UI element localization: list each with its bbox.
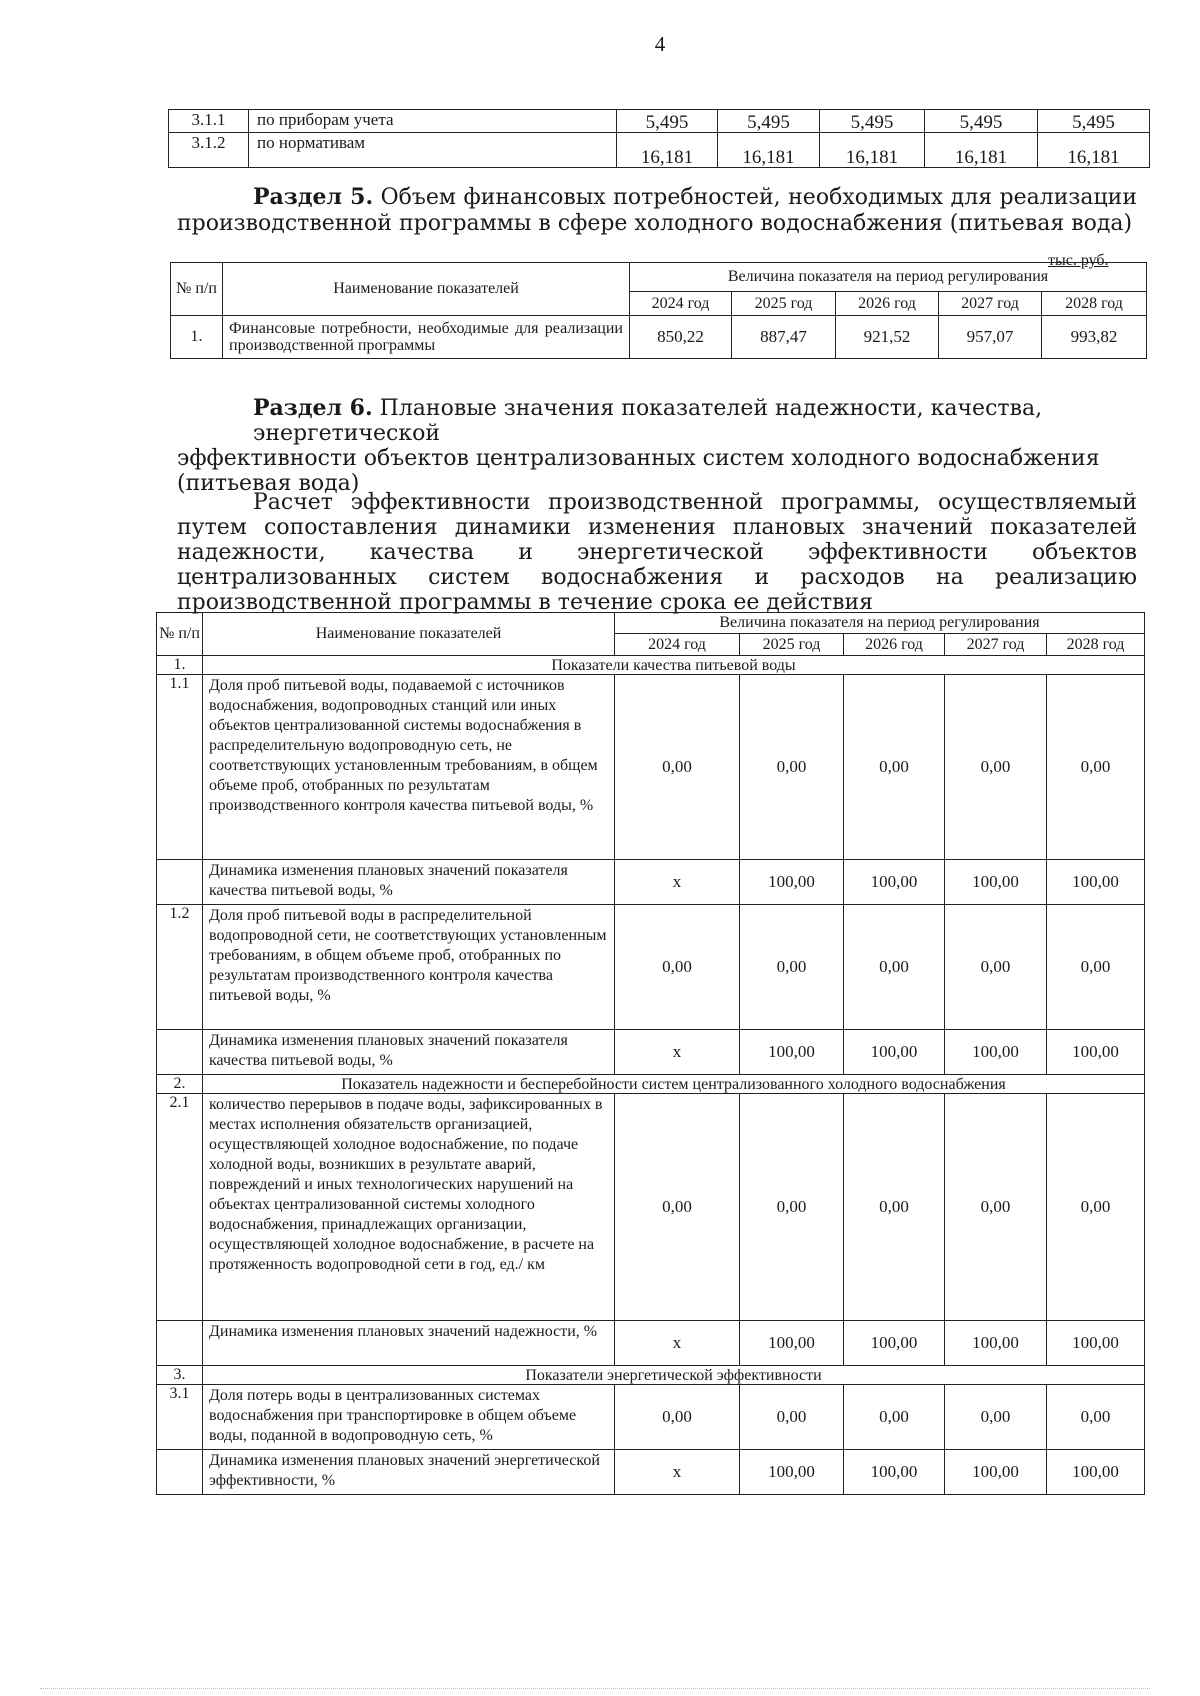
row-index: 1.1 [157, 675, 203, 860]
year-header: 2027 год [945, 634, 1047, 656]
row-label: Динамика изменения плановых значений показателя качества питьевой воды, % [203, 860, 615, 905]
col-no-header: № п/п [157, 613, 203, 656]
value-cell: 0,00 [740, 1094, 844, 1321]
table-row [157, 1321, 1145, 1366]
value-cell: 100,00 [1047, 1450, 1145, 1495]
table-row [157, 860, 1145, 905]
section5-title-line2: производственной программы в сфере холодного водоснабжения (питьевая вода) [177, 211, 1133, 236]
section6-prefix: Раздел 6. [253, 395, 373, 421]
section6-title-rest: эффективности объектов централизованных систем холодного водоснабжения (питьевая вода) [177, 446, 1100, 496]
row-label: Динамика изменения плановых значений показателя качества питьевой воды, % [203, 1030, 615, 1075]
group-index: 2. [157, 1075, 203, 1094]
value-cell: х [615, 1450, 740, 1495]
value-cell: 16,181 [1038, 133, 1150, 168]
year-header: 2028 год [1042, 292, 1147, 316]
value-cell: 921,52 [836, 316, 939, 359]
row-label: количество перерывов в подаче воды, зафиксированных в местах исполнения обязательств организацией, осуществляющей холодное водоснабжение, по подаче холодной воды, возникших в результате аварий, повреждений и иных технологических нарушений на объектах централизованной системы холодного водоснабжения, принадлежащих организации, осуществляющей холодное водоснабжение, в расчете на протяженность водопроводной сети в год, ед./ км [203, 1094, 615, 1321]
table-row [169, 133, 1150, 168]
value-cell: 100,00 [740, 1030, 844, 1075]
row-label: Динамика изменения плановых значений надежности, % [203, 1321, 615, 1366]
year-header: 2025 год [740, 634, 844, 656]
year-header: 2026 год [836, 292, 939, 316]
value-cell: 100,00 [844, 1321, 945, 1366]
year-header: 2024 год [630, 292, 732, 316]
value-cell: 16,181 [718, 133, 820, 168]
section5-prefix: Раздел 5. [253, 184, 374, 210]
value-cell: 0,00 [615, 905, 740, 1030]
value-cell: 0,00 [945, 905, 1047, 1030]
value-cell: 0,00 [615, 1094, 740, 1321]
col-no-header: № п/п [171, 263, 223, 316]
value-cell: 0,00 [844, 905, 945, 1030]
year-header: 2026 год [844, 634, 945, 656]
value-cell: 0,00 [945, 1385, 1047, 1450]
row-index [157, 1030, 203, 1075]
table-row [157, 1030, 1145, 1075]
value-cell: х [615, 1030, 740, 1075]
row-label: Финансовые потребности, необходимые для реализации производственной программы [223, 316, 630, 359]
value-cell: 100,00 [1047, 1321, 1145, 1366]
unit-label: тыс. руб. [1048, 252, 1109, 269]
value-cell: 0,00 [844, 675, 945, 860]
paragraph-text: Расчет эффективности производственной программы, осуществляемый путем сопоставления динамики изменения плановых значений показателей надежности, качества и энергетической эффективности объектов централизованных систем водоснабжения и расходов на реализацию производственной программы в течение срока ее действия [177, 490, 1137, 615]
value-cell: 100,00 [945, 860, 1047, 905]
row-index [157, 1450, 203, 1495]
col-name-header: Наименование показателей [223, 263, 630, 316]
value-cell: 16,181 [820, 133, 925, 168]
table-row [169, 110, 1150, 133]
page-number: 4 [654, 32, 666, 56]
value-cell: 100,00 [844, 1450, 945, 1495]
table-row [157, 1094, 1145, 1321]
value-cell: 100,00 [1047, 1030, 1145, 1075]
value-cell: 16,181 [617, 133, 718, 168]
row-index: 1. [171, 316, 223, 359]
value-cell: 5,495 [820, 110, 925, 133]
value-cell: 0,00 [740, 905, 844, 1030]
value-cell: 100,00 [1047, 860, 1145, 905]
group-row [157, 1075, 1145, 1094]
value-cell: 0,00 [1047, 905, 1145, 1030]
year-header: 2024 год [615, 634, 740, 656]
value-cell: 0,00 [740, 675, 844, 860]
continuation-table [168, 109, 1150, 168]
row-label: по нормативам [249, 133, 617, 168]
section5-heading [177, 184, 1137, 237]
group-title: Показатели энергетической эффективности [203, 1366, 1145, 1385]
value-cell: 0,00 [844, 1094, 945, 1321]
row-index: 3.1.1 [169, 110, 249, 133]
group-row [157, 656, 1145, 675]
value-cell: 0,00 [945, 1094, 1047, 1321]
value-cell: 100,00 [844, 860, 945, 905]
value-cell: 0,00 [844, 1385, 945, 1450]
value-cell: 100,00 [945, 1450, 1047, 1495]
group-row [157, 1366, 1145, 1385]
value-cell: 5,495 [718, 110, 820, 133]
row-index: 3.1 [157, 1385, 203, 1450]
row-label: Доля проб питьевой воды, подаваемой с источников водоснабжения, водопроводных станций или иных объектов централизованной системы водоснабжения в распределительную водопроводную сеть, не соответствующих установленным требованиям, в общем объеме проб, отобранных по результатам производственного контроля качества питьевой воды, % [203, 675, 615, 860]
value-cell: 0,00 [740, 1385, 844, 1450]
value-cell: 0,00 [1047, 1385, 1145, 1450]
row-index [157, 1321, 203, 1366]
year-header: 2028 год [1047, 634, 1145, 656]
section6-table [156, 612, 1145, 1495]
value-cell: 0,00 [945, 675, 1047, 860]
value-cell: 0,00 [615, 675, 740, 860]
row-index: 3.1.2 [169, 133, 249, 168]
row-index [157, 860, 203, 905]
table-row [157, 905, 1145, 1030]
value-cell: 850,22 [630, 316, 732, 359]
row-label: Доля потерь воды в централизованных системах водоснабжения при транспортировке в общем объеме воды, поданной в водопроводную сеть, % [203, 1385, 615, 1450]
value-cell: 100,00 [945, 1030, 1047, 1075]
value-cell: 100,00 [740, 860, 844, 905]
value-cell: 0,00 [1047, 675, 1145, 860]
value-cell: 5,495 [1038, 110, 1150, 133]
row-label: Динамика изменения плановых значений энергетической эффективности, % [203, 1450, 615, 1495]
col-period-header: Величина показателя на период регулирования [615, 613, 1145, 634]
value-cell: 993,82 [1042, 316, 1147, 359]
scan-edge-divider [40, 1688, 1150, 1689]
section6-paragraph [177, 490, 1137, 615]
value-cell: 0,00 [1047, 1094, 1145, 1321]
group-title: Показатель надежности и бесперебойности систем централизованного холодного водоснабжения [203, 1075, 1145, 1094]
value-cell: 0,00 [615, 1385, 740, 1450]
row-label: Доля проб питьевой воды в распределительной водопроводной сети, не соответствующих установленным требованиям, в общем объеме проб, отобранных по результатам производственного контроля качества питьевой воды, % [203, 905, 615, 1030]
value-cell: 100,00 [945, 1321, 1047, 1366]
value-cell: х [615, 1321, 740, 1366]
section6-heading [177, 396, 1137, 496]
group-title: Показатели качества питьевой воды [203, 656, 1145, 675]
year-header: 2027 год [939, 292, 1042, 316]
section5-table [170, 262, 1147, 359]
group-index: 1. [157, 656, 203, 675]
value-cell: 957,07 [939, 316, 1042, 359]
group-index: 3. [157, 1366, 203, 1385]
value-cell: 5,495 [925, 110, 1038, 133]
table-row [157, 1385, 1145, 1450]
col-period-header: Величина показателя на период регулирования [630, 263, 1147, 292]
value-cell: 5,495 [617, 110, 718, 133]
value-cell: 16,181 [925, 133, 1038, 168]
value-cell: х [615, 860, 740, 905]
value-cell: 100,00 [740, 1321, 844, 1366]
table-row [171, 316, 1147, 359]
section6-title-line1: Плановые значения показателей надежности, качества, энергетической [253, 396, 1043, 446]
row-label: по приборам учета [249, 110, 617, 133]
year-header: 2025 год [732, 292, 836, 316]
section5-title-line1: Объем финансовых потребностей, необходимых для реализации [380, 185, 1138, 210]
row-index: 1.2 [157, 905, 203, 1030]
value-cell: 887,47 [732, 316, 836, 359]
row-index: 2.1 [157, 1094, 203, 1321]
value-cell: 100,00 [844, 1030, 945, 1075]
table-row [157, 1450, 1145, 1495]
value-cell: 100,00 [740, 1450, 844, 1495]
table-row [157, 675, 1145, 860]
col-name-header: Наименование показателей [203, 613, 615, 656]
